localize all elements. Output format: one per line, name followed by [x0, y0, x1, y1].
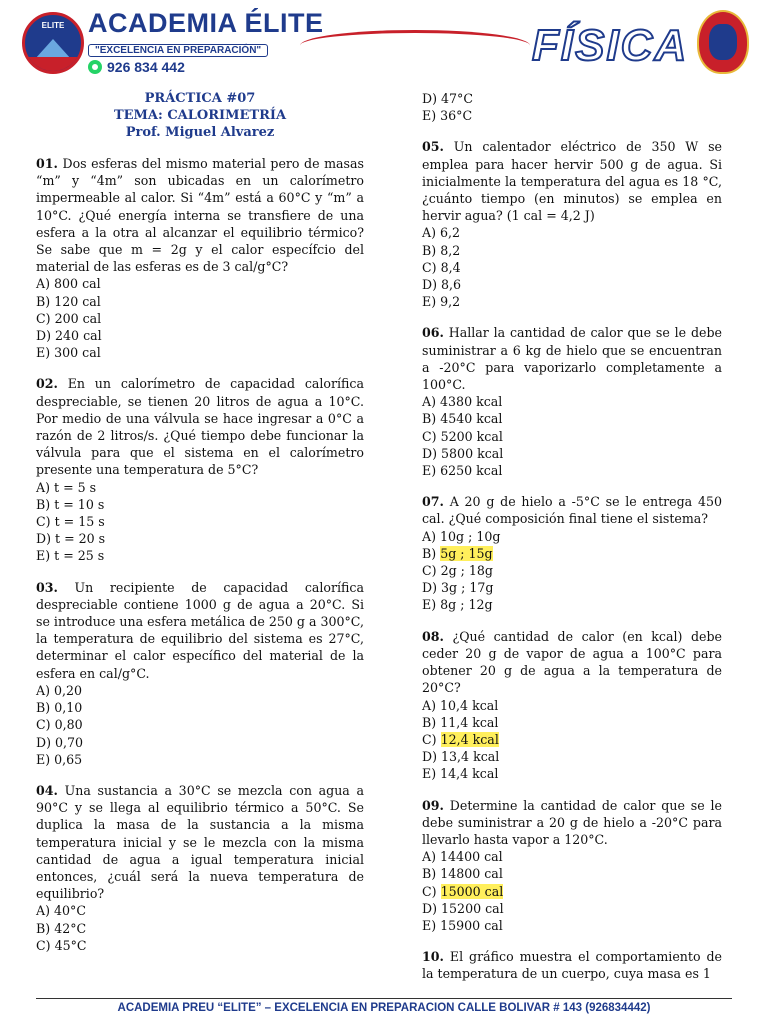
- option-letter: E): [422, 766, 437, 782]
- option-letter: D): [36, 328, 52, 344]
- question-number: 09.: [422, 797, 444, 813]
- question-item: [36, 782, 364, 954]
- option-value: 3g ; 17g: [441, 580, 494, 596]
- question-text-block: [36, 155, 364, 275]
- question-number: 10.: [422, 949, 444, 965]
- option-value: 8,6: [441, 277, 462, 293]
- question-text: Dos esferas del mismo material pero de masas “m” y “4m” son ubicadas en un calorímetro impermeable al calor. Si “4m” está a 60°C y “m” a 10°C. ¿Qué energía interna se transfiere de una esfera a la otra al alcanzar el equilibrio térmico? Se sabe que m = 2g y el calor específcio del material de las esferas es de 3 cal/g°C?: [36, 156, 364, 275]
- question-text-block: [422, 324, 722, 393]
- option-value: 0,80: [54, 717, 83, 733]
- option-value: t = 25 s: [54, 548, 105, 564]
- answer-option: [422, 697, 722, 714]
- answer-option: [422, 242, 722, 259]
- subject-title: FÍSICA: [532, 21, 689, 70]
- answer-option: [422, 528, 722, 545]
- answer-option: [422, 848, 722, 865]
- answer-option: [36, 751, 364, 768]
- option-letter: D): [422, 900, 438, 916]
- option-value: 8,4: [440, 259, 461, 275]
- option-letter: C): [422, 259, 437, 275]
- answer-option: [36, 920, 364, 937]
- answer-option: [36, 496, 364, 513]
- page-header: [0, 0, 768, 82]
- logo-base: [25, 57, 81, 71]
- answer-option: [36, 902, 364, 919]
- option-value: 8,2: [440, 242, 461, 258]
- question-text: El gráfico muestra el comportamiento de la temperatura de un cuerpo, cuya masa es 1: [422, 949, 722, 982]
- option-value: 9,2: [440, 294, 461, 310]
- answer-option: [36, 682, 364, 699]
- question-number: 05.: [422, 139, 444, 155]
- question-item: [36, 375, 364, 564]
- answer-option: [422, 462, 722, 479]
- option-letter: E): [36, 548, 51, 564]
- option-value: 4540 kcal: [440, 411, 503, 427]
- option-value: 0,20: [54, 682, 83, 698]
- question-text-block: [422, 948, 722, 982]
- option-letter: E): [36, 345, 51, 361]
- option-letter: D): [422, 749, 438, 765]
- answer-option: [422, 562, 722, 579]
- option-value: 6250 kcal: [440, 463, 503, 479]
- option-letter: A): [36, 479, 51, 495]
- option-value: t = 20 s: [55, 531, 106, 547]
- answer-option: [422, 293, 722, 310]
- option-letter: D): [36, 531, 52, 547]
- brand-phone: [88, 59, 324, 75]
- option-letter: B): [422, 242, 437, 258]
- option-letter: C): [36, 514, 51, 530]
- option-letter: A): [36, 903, 51, 919]
- question-number: 04.: [36, 782, 58, 798]
- option-letter: C): [36, 310, 51, 326]
- answer-option: [422, 883, 722, 900]
- brand-block: [88, 8, 324, 75]
- answer-option: [36, 716, 364, 733]
- option-letter: C): [422, 883, 437, 899]
- option-letter: C): [36, 717, 51, 733]
- academy-logo: [22, 12, 84, 74]
- answer-option: [36, 699, 364, 716]
- option-letter: B): [36, 700, 51, 716]
- option-letter: E): [422, 294, 437, 310]
- title-block: [36, 90, 364, 141]
- answer-option: [422, 545, 722, 562]
- answer-option: [422, 224, 722, 241]
- option-letter: B): [36, 293, 51, 309]
- option-value: 0,10: [54, 700, 83, 716]
- option-value: 15000 cal: [440, 883, 504, 899]
- question-text-block: [36, 782, 364, 902]
- option-letter: A): [422, 697, 437, 713]
- option-value: t = 10 s: [54, 496, 105, 512]
- brand-title: ACADEMIA ÉLITE: [88, 8, 324, 38]
- option-value: 14400 cal: [440, 849, 503, 865]
- question-text-block: [36, 579, 364, 682]
- option-letter: D): [422, 445, 438, 461]
- option-value: 12,4 kcal: [440, 731, 499, 747]
- question-item: [422, 493, 722, 613]
- practice-title: PRÁCTICA #07: [144, 91, 256, 106]
- right-question-list: [422, 138, 722, 982]
- answer-option: [36, 937, 364, 954]
- option-letter: E): [36, 751, 51, 767]
- option-value: 800 cal: [54, 276, 101, 292]
- answer-option: [422, 428, 722, 445]
- option-letter: B): [36, 920, 51, 936]
- answer-option: [36, 479, 364, 496]
- answer-option: [422, 917, 722, 934]
- option-letter: D): [36, 734, 52, 750]
- option-value: 5g ; 15g: [440, 545, 493, 561]
- answer-option: [36, 344, 364, 361]
- option-letter: E): [422, 108, 437, 124]
- answer-option: [422, 410, 722, 427]
- option-letter: C): [422, 428, 437, 444]
- whatsapp-icon: [88, 60, 102, 74]
- phone-number: 926 834 442: [107, 59, 185, 75]
- answer-option: [422, 596, 722, 613]
- option-letter: E): [422, 597, 437, 613]
- answer-option: [422, 865, 722, 882]
- question-number: 01.: [36, 156, 58, 171]
- question-item: [422, 948, 722, 982]
- professor-name: Prof. Miguel Alvarez: [125, 125, 275, 140]
- option-letter: A): [422, 225, 437, 241]
- option-letter: D): [422, 91, 438, 106]
- answer-option: [422, 393, 722, 410]
- question-text: En un calorímetro de capacidad calorífica despreciable, se tienen 20 litros de agua a 10°C. Por medio de una válvula se hace ingresar a 0°C a razón de 2 litros/s. ¿Qué tiempo debe funcionar la válvula para que el sistema en el calorímetro presente una temperatura de 5°C?: [36, 376, 364, 478]
- answer-option: [36, 734, 364, 751]
- option-value: 300 cal: [54, 345, 101, 361]
- option-letter: A): [422, 849, 437, 865]
- answer-option: [36, 310, 364, 327]
- logo-text: ELITE: [41, 21, 65, 30]
- answer-option: [422, 731, 722, 748]
- right-column: [422, 90, 722, 997]
- option-letter: A): [36, 276, 51, 292]
- question-text-block: [422, 493, 722, 527]
- option-value: 5200 kcal: [440, 428, 503, 444]
- option-value: 6,2: [440, 225, 461, 241]
- option-value: 8g ; 12g: [440, 597, 493, 613]
- option-letter: C): [422, 563, 437, 579]
- answer-option: [422, 579, 722, 596]
- option-value: t = 5 s: [54, 479, 97, 495]
- page-footer: [0, 996, 768, 1024]
- answer-option: [36, 547, 364, 564]
- option-letter: B): [422, 714, 437, 730]
- question-number: 03.: [36, 579, 58, 595]
- option-value: 13,4 kcal: [441, 749, 500, 765]
- left-question-list: [36, 155, 364, 954]
- option-value: 10g ; 10g: [440, 528, 501, 544]
- question-text-block: [422, 628, 722, 697]
- option-letter: A): [422, 528, 437, 544]
- carryover-options: [422, 90, 722, 124]
- question-text: ¿Qué cantidad de calor (en kcal) debe ceder 20 g de vapor de agua a 100°C para obtener 20 g de agua a la temperatura de 20°C?: [422, 628, 722, 696]
- question-text: Un calentador eléctrico de 350 W se emplea para hacer hervir 500 g de agua. Si inicialmente la temperatura del agua es 18 °C, ¿cuánto tiempo (en minutos) se emplea en hervir agua? (1 cal = 4,2 J): [422, 139, 722, 224]
- option-letter: B): [36, 496, 51, 512]
- answer-option: [36, 275, 364, 292]
- option-value: 200 cal: [54, 310, 102, 326]
- option-letter: D): [422, 277, 438, 293]
- option-value: 15200 cal: [441, 900, 504, 916]
- option-letter: B): [422, 545, 437, 561]
- question-number: 07.: [422, 494, 444, 510]
- option-letter: B): [422, 866, 437, 882]
- footer-text: ACADEMIA PREU “ELITE” – EXCELENCIA EN PREPARACION CALLE BOLIVAR # 143 (926834442): [117, 1002, 651, 1014]
- mountain-icon: [35, 39, 71, 59]
- answer-option: [422, 765, 722, 782]
- answer-option: [422, 714, 722, 731]
- option-value: 240 cal: [55, 328, 102, 344]
- question-item: [36, 579, 364, 768]
- option-value: 45°C: [54, 937, 87, 953]
- question-item: [422, 628, 722, 783]
- option-value: t = 15 s: [54, 514, 105, 530]
- question-text-block: [36, 375, 364, 478]
- option-letter: E): [422, 917, 437, 933]
- question-text: Hallar la cantidad de calor que se le debe suministrar a 6 kg de hielo que se encuentran a -20°C para vaporizarlo completamente a 100°C.: [422, 325, 722, 393]
- question-text: Un recipiente de capacidad calorífica despreciable contiene 1000 g de agua a 20°C. Si se introduce una esfera metálica de 250 g a 300°C, la temperatura de equilibrio del sistema es 27°C, determinar el calor específico del material de la esfera en cal/g°C.: [36, 579, 364, 681]
- question-number: 06.: [422, 325, 444, 341]
- answer-option: [422, 90, 722, 107]
- option-value: 0,65: [54, 751, 83, 767]
- answer-option: [422, 900, 722, 917]
- answer-option: [422, 107, 722, 124]
- option-value: 2g ; 18g: [440, 563, 493, 579]
- answer-option: [422, 748, 722, 765]
- brand-slogan: "EXCELENCIA EN PREPARACIÓN": [88, 44, 268, 57]
- option-value: 40°C: [54, 903, 86, 919]
- question-item: [422, 797, 722, 935]
- footer-divider: [36, 998, 732, 999]
- option-value: 10,4 kcal: [440, 697, 499, 713]
- answer-option: [422, 276, 722, 293]
- option-letter: A): [422, 394, 437, 410]
- option-value: 47°C: [441, 91, 473, 106]
- option-value: 5800 kcal: [441, 445, 504, 461]
- question-item: [422, 324, 722, 479]
- option-letter: D): [422, 580, 438, 596]
- topic-title: TEMA: CALORIMETRÍA: [113, 108, 287, 123]
- decorative-swoosh: [300, 30, 530, 61]
- option-value: 14,4 kcal: [440, 766, 499, 782]
- option-letter: A): [36, 682, 51, 698]
- option-value: 36°C: [440, 108, 473, 124]
- option-value: 4380 kcal: [440, 394, 503, 410]
- question-number: 02.: [36, 376, 58, 392]
- option-value: 14800 cal: [440, 866, 503, 882]
- school-shield-icon: [697, 10, 749, 74]
- answer-option: [36, 327, 364, 344]
- option-value: 0,70: [55, 734, 84, 750]
- question-text-block: [422, 138, 722, 224]
- question-text-block: [422, 797, 722, 849]
- option-value: 11,4 kcal: [440, 714, 499, 730]
- answer-option: [422, 445, 722, 462]
- option-letter: C): [422, 731, 437, 747]
- answer-option: [36, 530, 364, 547]
- option-letter: B): [422, 411, 437, 427]
- question-text: Una sustancia a 30°C se mezcla con agua a 90°C y se llega al equilibrio térmico a 50°C. Se duplica la masa de la sustancia a la misma temperatura inicial y se le mezcla con la misma cantidad de agua a igual temperatura inicial entonces, ¿cuál será la nueva temperatura de equilibrio?: [36, 782, 364, 902]
- option-value: 120 cal: [54, 293, 101, 309]
- answer-option: [422, 259, 722, 276]
- question-text: A 20 g de hielo a -5°C se le entrega 450 cal. ¿Qué composición final tiene el sistema?: [422, 494, 722, 527]
- question-text: Determine la cantidad de calor que se le debe suministrar a 20 g de hielo a -20°C para llevarlo hasta vapor a 120°C.: [422, 797, 722, 847]
- question-item: [422, 138, 722, 310]
- question-item: [36, 155, 364, 361]
- option-value: 15900 cal: [440, 917, 503, 933]
- option-letter: C): [36, 937, 51, 953]
- left-column: [36, 90, 364, 968]
- answer-option: [36, 293, 364, 310]
- option-letter: E): [422, 463, 437, 479]
- question-number: 08.: [422, 628, 444, 644]
- answer-option: [36, 513, 364, 530]
- option-value: 42°C: [54, 920, 87, 936]
